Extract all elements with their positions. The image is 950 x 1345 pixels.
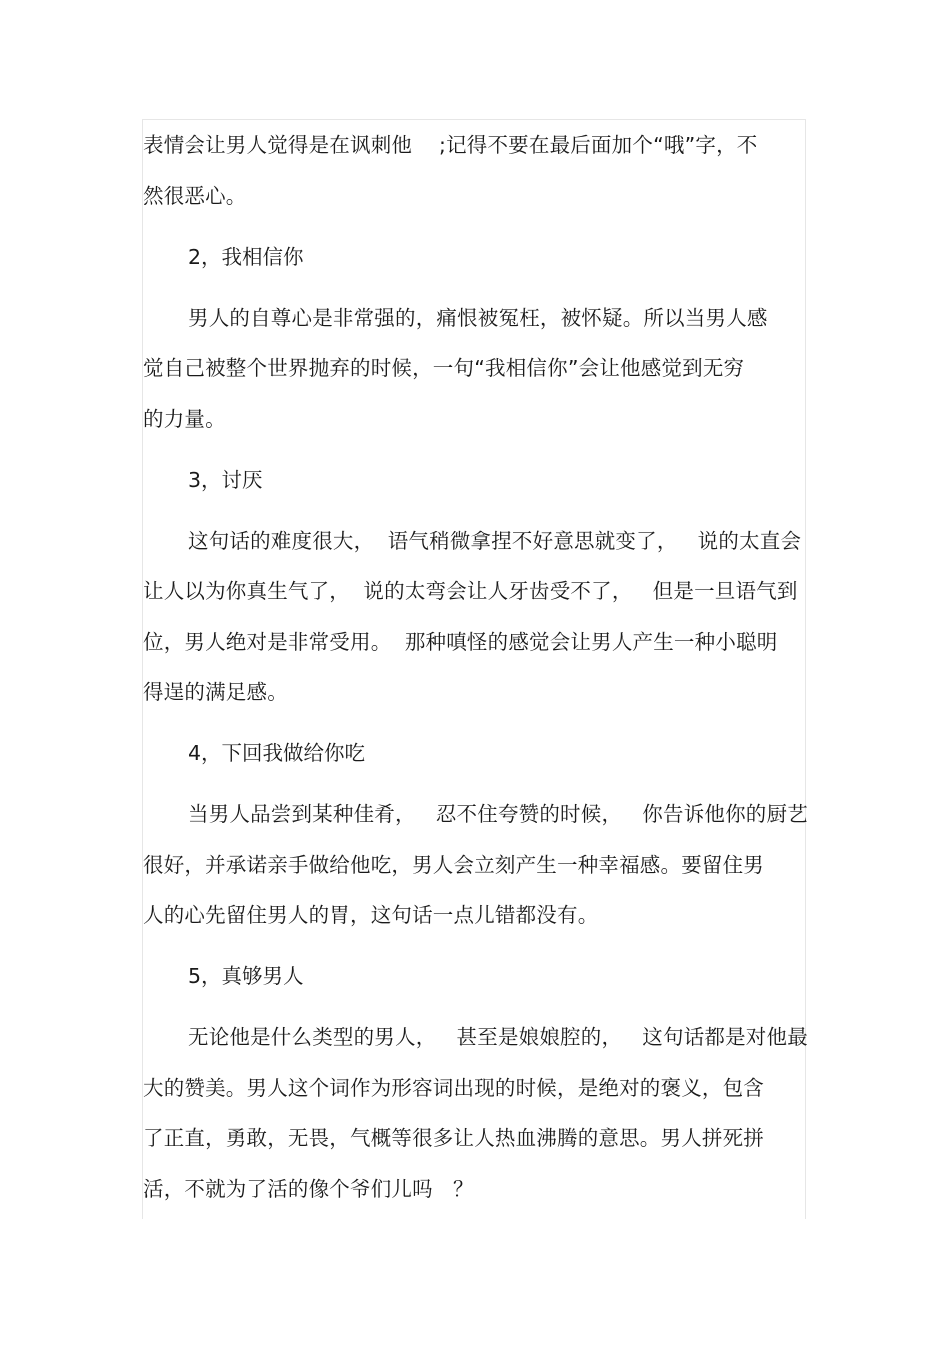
section-5-line-2: 大的赞美。男人这个词作为形容词出现的时候，是绝对的褒义，包含 [143,1075,764,1100]
section-heading-2: 2，我相信你 [188,244,304,269]
section-4-line-1: 当男人品尝到某种佳肴， 忍不住夸赞的时候， 你告诉他你的厨艺 [188,802,808,826]
section-5-line-3: 了正直，勇敢，无畏，气概等很多让人热血沸腾的意思。男人拼死拼 [143,1126,764,1150]
section-2-line-2: 觉自己被整个世界抛弃的时候，一句“我相信你”会让他感觉到无穷 [143,356,745,380]
section-4-line-3: 人的心先留住男人的胃，这句话一点儿错都没有。 [143,903,599,927]
section-3-line-2: 让人以为你真生气了， 说的太弯会让人牙齿受不了， 但是一旦语气到 [143,579,798,603]
section-3-line-3: 位，男人绝对是非常受用。 那种嗔怪的感觉会让男人产生一种小聪明 [143,629,778,654]
section-heading-4: 4，下回我做给你吃 [188,741,366,765]
section-5-line-1: 无论他是什么类型的男人， 甚至是娘娘腔的， 这句话都是对他最 [188,1025,808,1049]
section-heading-3: 3，讨厌 [188,467,263,492]
section-heading-5: 5，真够男人 [188,964,304,988]
section-2-line-3: 的力量。 [143,406,226,431]
section-3-line-4: 得逞的满足感。 [143,680,288,704]
section-2-line-1: 男人的自尊心是非常强的，痛恨被冤枉，被怀疑。所以当男人感 [188,305,768,330]
intro-line-2: 然很恶心。 [143,183,247,208]
section-5-line-4: 活，不就为了活的像个爷们儿吗 ？ [143,1176,474,1201]
section-3-line-1: 这句话的难度很大， 语气稍微拿捏不好意思就变了， 说的太直会 [188,528,802,553]
intro-line-1: 表情会让男人觉得是在讽刺他 ;记得不要在最后面加个“哦”字，不 [143,133,758,157]
section-4-line-2: 很好，并承诺亲手做给他吃，男人会立刻产生一种幸福感。要留住男 [143,852,764,877]
document-body [143,120,808,1214]
